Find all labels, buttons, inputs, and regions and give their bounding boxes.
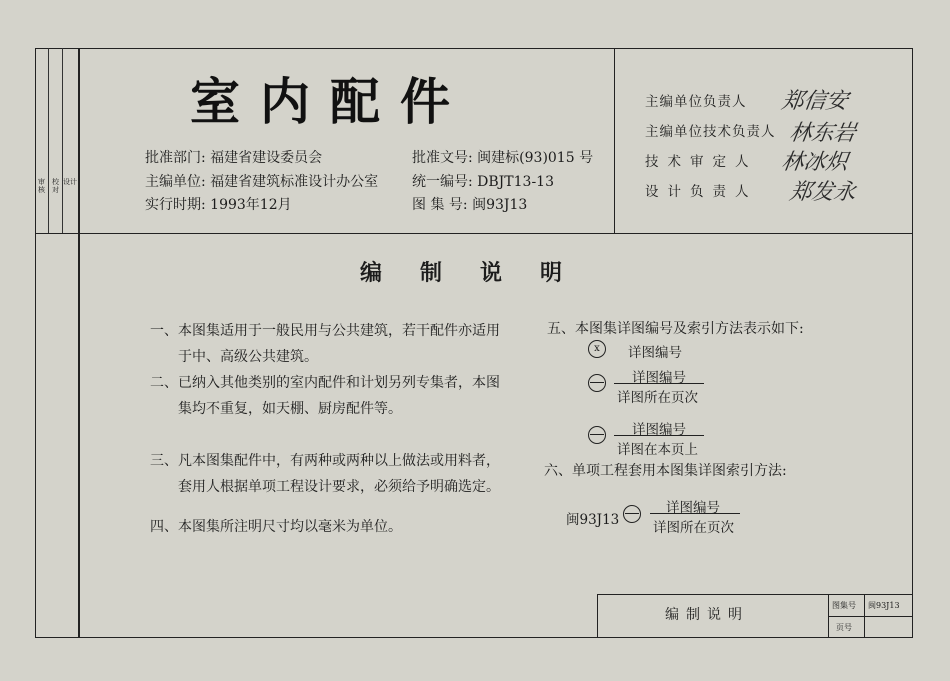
- sig-role-4: 设计负责人: [645, 184, 758, 200]
- approval-doc-no: 批准文号: 闽建标(93)015 号: [412, 150, 594, 166]
- atlas-no-label: 图集号: [832, 601, 856, 610]
- item-2: 二、已纳入其他类别的室内配件和计划另列专集者，本图集均不重复，如天棚、厨房配件等。: [150, 375, 500, 417]
- signature-1: 郑信安: [779, 89, 850, 114]
- footer-title: 编制说明: [665, 607, 749, 623]
- signature-4: 郑发永: [787, 180, 858, 205]
- detail-no-label: 详图编号: [628, 345, 682, 361]
- atlas-prefix: 闽93J13: [566, 512, 620, 528]
- title-block-row: [828, 616, 913, 617]
- design-col: 设计: [63, 178, 77, 186]
- detail-no-label-4: 详图编号: [666, 500, 720, 516]
- detail-page-label-2: 详图所在页次: [653, 520, 734, 536]
- detail-ref-symbol: [588, 374, 606, 392]
- detail-symbol: x: [588, 340, 606, 358]
- signature-3: 林冰炽: [779, 150, 850, 175]
- detail-no-label-2: 详图编号: [632, 370, 686, 386]
- editor-unit: 主编单位: 福建省建筑标准设计办公室: [145, 174, 379, 190]
- page-no-label: 页号: [836, 623, 852, 632]
- item-4: 四、本图集所注明尺寸均以毫米为单位。: [150, 519, 402, 535]
- detail-no-label-3: 详图编号: [632, 422, 686, 438]
- header-divider: [35, 233, 913, 234]
- check-col: 校对: [49, 48, 63, 233]
- fraction-line-3: [650, 513, 740, 514]
- sig-role-3: 技术审定人: [645, 154, 758, 170]
- effective-date: 实行时期: 1993年12月: [145, 197, 292, 213]
- item-1: 一、本图集适用于一般民用与公共建筑，若干配件亦适用于中、高级公共建筑。: [150, 323, 500, 365]
- signature-divider: [614, 48, 615, 233]
- approval-dept: 批准部门: 福建省建设委员会: [145, 150, 323, 166]
- item-3: 三、凡本图集配件中，有两种或两种以上做法或用料者，套用人根据单项工程设计要求，必须给予明确选定。: [150, 453, 500, 495]
- atlas-ref-symbol: [623, 505, 641, 523]
- sig-role-2: 主编单位技术负责人: [645, 124, 776, 140]
- detail-this-page-label: 详图在本页上: [617, 442, 698, 458]
- section-title: 编制说明: [360, 260, 601, 286]
- item-6-title: 六、单项工程套用本图集详图索引方法:: [544, 463, 787, 479]
- atlas-no-value: 闽93J13: [868, 601, 900, 610]
- page-title: 室内配件: [190, 72, 470, 131]
- fraction-line: [614, 383, 704, 384]
- title-block-col: [864, 594, 865, 638]
- signature-2: 林东岩: [787, 121, 858, 146]
- item-5-title: 五、本图集详图编号及索引方法表示如下:: [547, 321, 804, 337]
- atlas-no: 图 集 号: 闽93J13: [412, 197, 528, 213]
- fraction-line-2: [614, 435, 704, 436]
- unified-no: 统一编号: DBJT13-13: [412, 174, 554, 190]
- detail-page-label: 详图所在页次: [617, 390, 698, 406]
- sig-role-1: 主编单位负责人: [645, 94, 747, 110]
- detail-local-symbol: [588, 426, 606, 444]
- review-strip: [35, 48, 78, 233]
- review-col: 审核: [35, 48, 49, 233]
